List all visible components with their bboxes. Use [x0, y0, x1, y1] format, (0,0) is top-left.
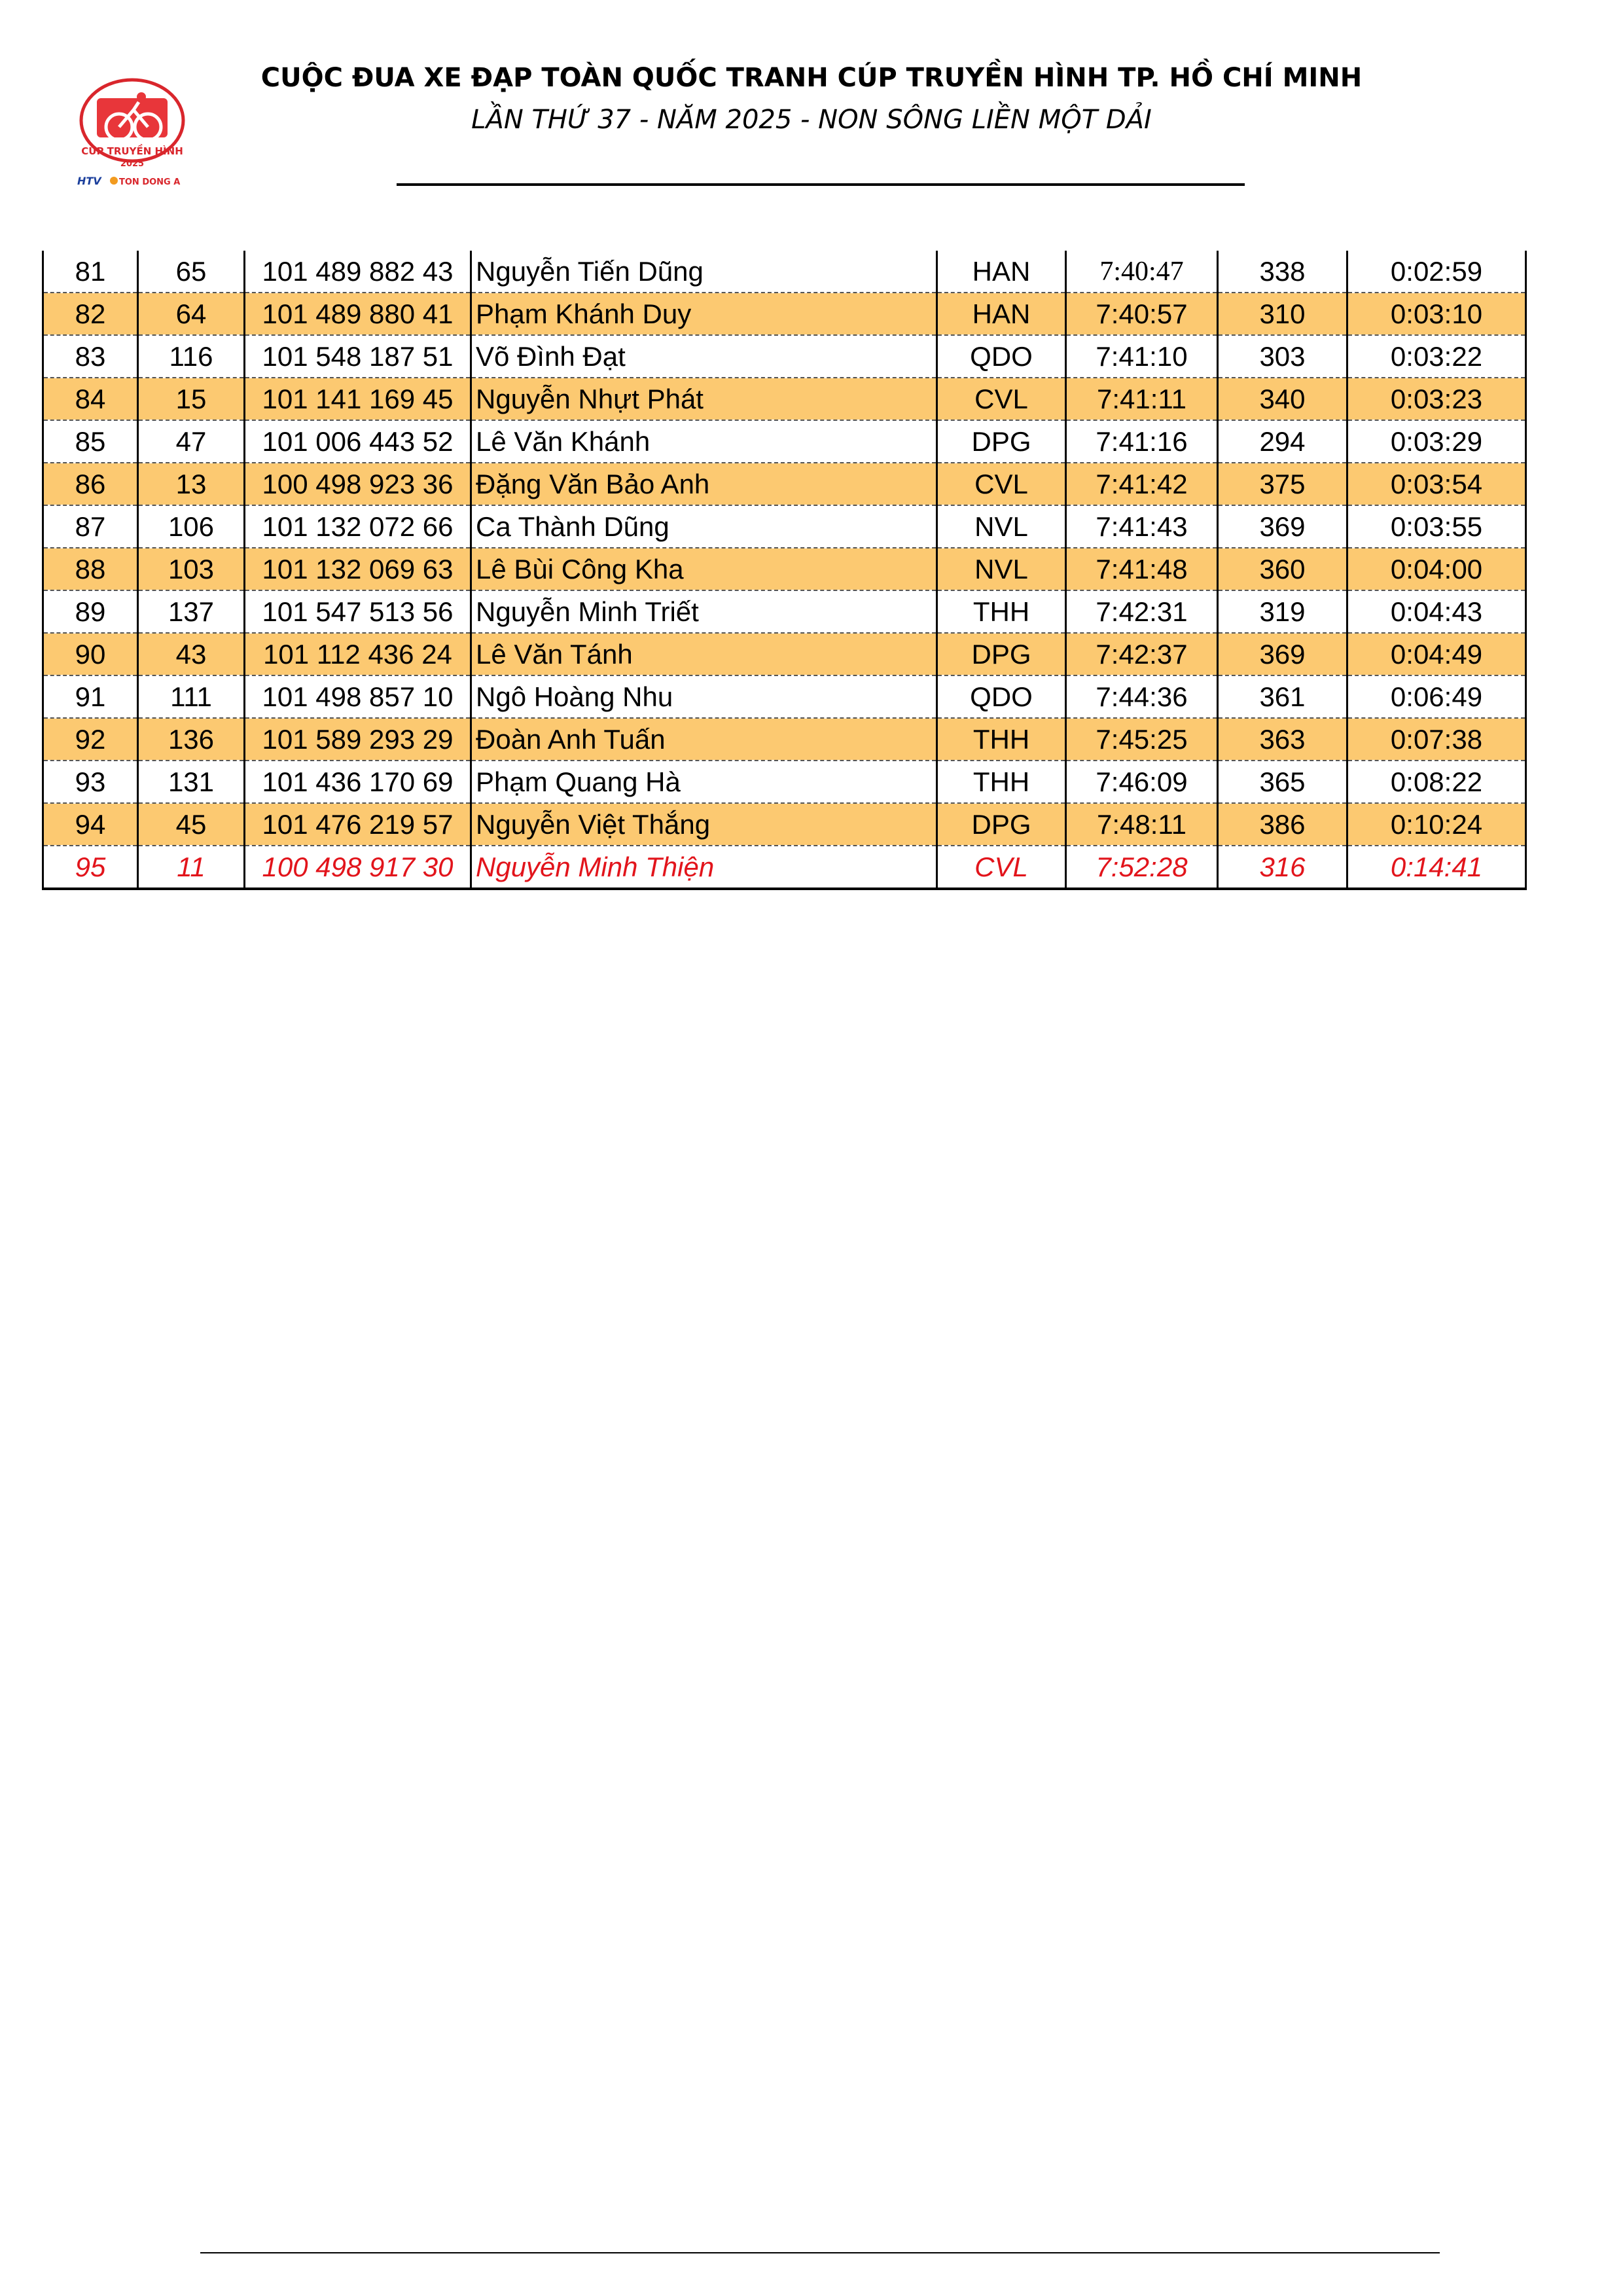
- points-cell: 369: [1218, 505, 1347, 548]
- table-row: [43, 803, 1526, 846]
- team-cell: THH: [937, 590, 1066, 633]
- uci-id-cell: 101 548 187 51: [245, 335, 471, 378]
- rider-name-cell: Lê Văn Tánh: [471, 633, 937, 675]
- table-row: [43, 505, 1526, 548]
- team-cell: THH: [937, 761, 1066, 803]
- bib-cell: 116: [138, 335, 245, 378]
- table-row: [43, 675, 1526, 718]
- uci-id-cell: 100 498 917 30: [245, 846, 471, 889]
- time-cell: 7:42:31: [1066, 590, 1218, 633]
- uci-id-cell: 101 132 069 63: [245, 548, 471, 590]
- table-row: [43, 378, 1526, 420]
- rank-cell: 89: [43, 590, 138, 633]
- points-cell: 319: [1218, 590, 1347, 633]
- bib-cell: 111: [138, 675, 245, 718]
- bib-cell: 47: [138, 420, 245, 463]
- svg-text:2025: 2025: [120, 159, 145, 169]
- rank-cell: 93: [43, 761, 138, 803]
- table-row: [43, 718, 1526, 761]
- rider-name-cell: Nguyễn Nhựt Phát: [471, 378, 937, 420]
- rank-cell: 95: [43, 846, 138, 889]
- time-cell: 7:40:47: [1066, 251, 1218, 293]
- uci-id-cell: 101 132 072 66: [245, 505, 471, 548]
- rank-cell: 82: [43, 293, 138, 335]
- rank-cell: 88: [43, 548, 138, 590]
- cycling-cup-logo-icon: [73, 73, 191, 188]
- points-cell: 375: [1218, 463, 1347, 505]
- uci-id-cell: 101 436 170 69: [245, 761, 471, 803]
- bib-cell: 43: [138, 633, 245, 675]
- points-cell: 369: [1218, 633, 1347, 675]
- gap-cell: 0:03:23: [1347, 378, 1526, 420]
- team-cell: DPG: [937, 803, 1066, 846]
- uci-id-cell: 101 489 880 41: [245, 293, 471, 335]
- rider-name-cell: Lê Văn Khánh: [471, 420, 937, 463]
- footer-divider: [200, 2252, 1440, 2253]
- time-cell: 7:41:10: [1066, 335, 1218, 378]
- time-cell: 7:45:25: [1066, 718, 1218, 761]
- gap-cell: 0:02:59: [1347, 251, 1526, 293]
- points-cell: 303: [1218, 335, 1347, 378]
- uci-id-cell: 101 498 857 10: [245, 675, 471, 718]
- rider-name-cell: Võ Đình Đạt: [471, 335, 937, 378]
- team-cell: CVL: [937, 846, 1066, 889]
- table-row: [43, 761, 1526, 803]
- gap-cell: 0:08:22: [1347, 761, 1526, 803]
- rank-cell: 84: [43, 378, 138, 420]
- time-cell: 7:44:36: [1066, 675, 1218, 718]
- points-cell: 363: [1218, 718, 1347, 761]
- rank-cell: 90: [43, 633, 138, 675]
- gap-cell: 0:14:41: [1347, 846, 1526, 889]
- gap-cell: 0:03:55: [1347, 505, 1526, 548]
- time-cell: 7:40:57: [1066, 293, 1218, 335]
- gap-cell: 0:03:22: [1347, 335, 1526, 378]
- gap-cell: 0:04:00: [1347, 548, 1526, 590]
- time-cell: 7:48:11: [1066, 803, 1218, 846]
- time-cell: 7:46:09: [1066, 761, 1218, 803]
- points-cell: 294: [1218, 420, 1347, 463]
- team-cell: QDO: [937, 675, 1066, 718]
- rider-name-cell: Ca Thành Dũng: [471, 505, 937, 548]
- rider-name-cell: Nguyễn Minh Triết: [471, 590, 937, 633]
- points-cell: 340: [1218, 378, 1347, 420]
- bib-cell: 15: [138, 378, 245, 420]
- bib-cell: 64: [138, 293, 245, 335]
- bib-cell: 65: [138, 251, 245, 293]
- rank-cell: 81: [43, 251, 138, 293]
- bib-cell: 45: [138, 803, 245, 846]
- time-cell: 7:41:43: [1066, 505, 1218, 548]
- rider-name-cell: Phạm Khánh Duy: [471, 293, 937, 335]
- table-row: [43, 633, 1526, 675]
- points-cell: 316: [1218, 846, 1347, 889]
- rider-name-cell: Nguyễn Việt Thắng: [471, 803, 937, 846]
- rank-cell: 85: [43, 420, 138, 463]
- team-cell: DPG: [937, 633, 1066, 675]
- gap-cell: 0:06:49: [1347, 675, 1526, 718]
- team-cell: HAN: [937, 251, 1066, 293]
- rider-name-cell: Nguyễn Tiến Dũng: [471, 251, 937, 293]
- points-cell: 361: [1218, 675, 1347, 718]
- bib-cell: 137: [138, 590, 245, 633]
- team-cell: QDO: [937, 335, 1066, 378]
- points-cell: 310: [1218, 293, 1347, 335]
- team-cell: THH: [937, 718, 1066, 761]
- uci-id-cell: 101 112 436 24: [245, 633, 471, 675]
- team-cell: CVL: [937, 463, 1066, 505]
- event-logo: [73, 73, 191, 188]
- rider-name-cell: Lê Bùi Công Kha: [471, 548, 937, 590]
- bib-cell: 106: [138, 505, 245, 548]
- team-cell: HAN: [937, 293, 1066, 335]
- gap-cell: 0:10:24: [1347, 803, 1526, 846]
- svg-text:TON DONG A: TON DONG A: [119, 177, 181, 187]
- table-row: [43, 846, 1526, 889]
- gap-cell: 0:04:43: [1347, 590, 1526, 633]
- uci-id-cell: 101 547 513 56: [245, 590, 471, 633]
- uci-id-cell: 101 589 293 29: [245, 718, 471, 761]
- uci-id-cell: 101 489 882 43: [245, 251, 471, 293]
- rider-name-cell: Ngô Hoàng Nhu: [471, 675, 937, 718]
- bib-cell: 136: [138, 718, 245, 761]
- svg-text:HTV: HTV: [77, 175, 101, 187]
- time-cell: 7:41:48: [1066, 548, 1218, 590]
- gap-cell: 0:07:38: [1347, 718, 1526, 761]
- team-cell: CVL: [937, 378, 1066, 420]
- table-row: [43, 420, 1526, 463]
- rank-cell: 86: [43, 463, 138, 505]
- gap-cell: 0:03:10: [1347, 293, 1526, 335]
- rider-name-cell: Đặng Văn Bảo Anh: [471, 463, 937, 505]
- rank-cell: 92: [43, 718, 138, 761]
- page-title: CUỘC ĐUA XE ĐẠP TOÀN QUỐC TRANH CÚP TRUYỀN HÌNH TP. HỒ CHÍ MINH: [260, 63, 1363, 93]
- uci-id-cell: 100 498 923 36: [245, 463, 471, 505]
- rider-name-cell: Phạm Quang Hà: [471, 761, 937, 803]
- table-row: [43, 251, 1526, 293]
- time-cell: 7:42:37: [1066, 633, 1218, 675]
- points-cell: 360: [1218, 548, 1347, 590]
- rank-cell: 83: [43, 335, 138, 378]
- team-cell: NVL: [937, 548, 1066, 590]
- time-cell: 7:41:42: [1066, 463, 1218, 505]
- table-row: [43, 463, 1526, 505]
- points-cell: 365: [1218, 761, 1347, 803]
- table-row: [43, 590, 1526, 633]
- page-subtitle: LẦN THỨ 37 - NĂM 2025 - NON SÔNG LIỀN MỘT DẢI: [471, 105, 1152, 135]
- rank-cell: 91: [43, 675, 138, 718]
- team-cell: NVL: [937, 505, 1066, 548]
- uci-id-cell: 101 006 443 52: [245, 420, 471, 463]
- time-cell: 7:52:28: [1066, 846, 1218, 889]
- gap-cell: 0:03:54: [1347, 463, 1526, 505]
- table-row: [43, 293, 1526, 335]
- bib-cell: 103: [138, 548, 245, 590]
- results-table: [42, 251, 1527, 890]
- rank-cell: 94: [43, 803, 138, 846]
- svg-text:CÚP TRUYỀN HÌNH: CÚP TRUYỀN HÌNH: [81, 145, 183, 157]
- rider-name-cell: Đoàn Anh Tuấn: [471, 718, 937, 761]
- bib-cell: 11: [138, 846, 245, 889]
- rider-name-cell: Nguyễn Minh Thiện: [471, 846, 937, 889]
- rank-cell: 87: [43, 505, 138, 548]
- gap-cell: 0:04:49: [1347, 633, 1526, 675]
- gap-cell: 0:03:29: [1347, 420, 1526, 463]
- table-row: [43, 335, 1526, 378]
- bib-cell: 131: [138, 761, 245, 803]
- bib-cell: 13: [138, 463, 245, 505]
- header-divider: [397, 183, 1245, 186]
- points-cell: 338: [1218, 251, 1347, 293]
- time-cell: 7:41:16: [1066, 420, 1218, 463]
- table-row: [43, 548, 1526, 590]
- uci-id-cell: 101 141 169 45: [245, 378, 471, 420]
- time-cell: 7:41:11: [1066, 378, 1218, 420]
- team-cell: DPG: [937, 420, 1066, 463]
- points-cell: 386: [1218, 803, 1347, 846]
- uci-id-cell: 101 476 219 57: [245, 803, 471, 846]
